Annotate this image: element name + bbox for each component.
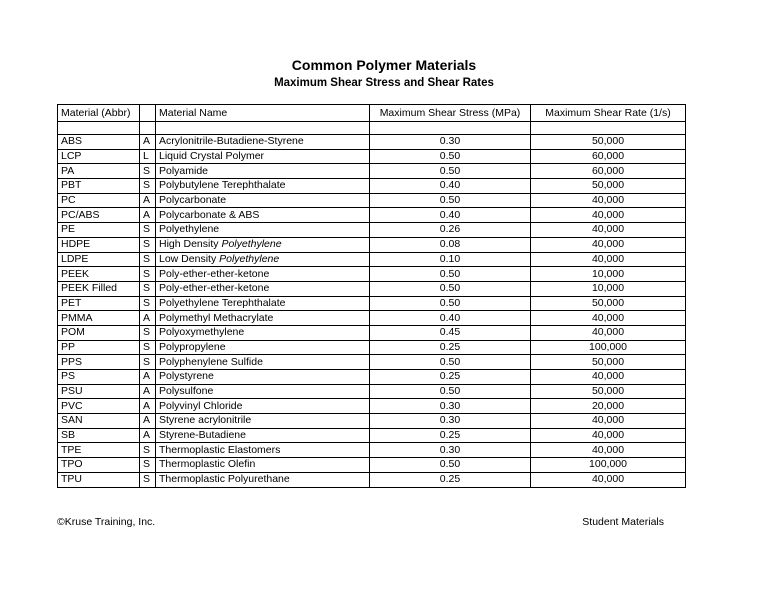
table-row (58, 135, 686, 150)
cell-code: S (140, 443, 156, 458)
cell-name-text: Styrene-Butadiene (159, 429, 246, 442)
cell-stress: 0.50 (370, 149, 531, 164)
cell-name (156, 267, 370, 282)
cell-code: A (140, 399, 156, 414)
cell-code: A (140, 135, 156, 150)
cell-name-text: Polycarbonate (159, 194, 227, 207)
cell-abbr: PMMA (58, 311, 140, 326)
cell-code: S (140, 472, 156, 487)
cell-code: S (140, 281, 156, 296)
cell-code: S (140, 252, 156, 267)
table-row (58, 340, 686, 355)
cell-rate: 50,000 (531, 296, 686, 311)
cell-abbr: SB (58, 428, 140, 443)
cell-stress: 0.30 (370, 135, 531, 150)
table-row (58, 428, 686, 443)
cell-abbr: PE (58, 223, 140, 238)
cell-code: A (140, 370, 156, 385)
cell-code: S (140, 237, 156, 252)
cell-code: S (140, 325, 156, 340)
table-row (58, 267, 686, 282)
cell-code: L (140, 149, 156, 164)
cell-name-text: Polyamide (159, 164, 209, 177)
cell-stress: 0.40 (370, 208, 531, 223)
cell-abbr: PPS (58, 355, 140, 370)
table-row (58, 208, 686, 223)
cell-rate: 50,000 (531, 355, 686, 370)
cell-name (156, 355, 370, 370)
cell-rate: 60,000 (531, 149, 686, 164)
cell-stress: 0.25 (370, 472, 531, 487)
cell-name-text: Polysulfone (159, 385, 214, 398)
table-row (58, 399, 686, 414)
cell-abbr: PC/ABS (58, 208, 140, 223)
cell-abbr: PEEK Filled (58, 281, 140, 296)
cell-abbr: HDPE (58, 237, 140, 252)
cell-name (156, 428, 370, 443)
cell-abbr: LCP (58, 149, 140, 164)
table-row (58, 281, 686, 296)
table-row (58, 355, 686, 370)
table-row (58, 458, 686, 473)
cell-stress: 0.30 (370, 399, 531, 414)
cell-name-text: Liquid Crystal Polymer (159, 150, 265, 163)
table-header-row (58, 105, 686, 122)
cell-abbr: ABS (58, 135, 140, 150)
cell-name-text: Polystyrene (159, 370, 214, 383)
header-max-shear-stress: Maximum Shear Stress (MPa) (370, 105, 531, 122)
cell-abbr: PS (58, 370, 140, 385)
header-max-shear-rate: Maximum Shear Rate (1/s) (531, 105, 686, 122)
cell-name-text: Styrene acrylonitrile (159, 414, 252, 427)
cell-stress: 0.30 (370, 414, 531, 429)
table-row (58, 252, 686, 267)
cell-rate: 40,000 (531, 370, 686, 385)
header-code (140, 105, 156, 122)
cell-abbr: TPO (58, 458, 140, 473)
cell-rate: 10,000 (531, 267, 686, 282)
cell-rate: 100,000 (531, 340, 686, 355)
cell-abbr: LDPE (58, 252, 140, 267)
footer-copyright: ©Kruse Training, Inc. (57, 516, 156, 528)
cell-stress: 0.50 (370, 193, 531, 208)
cell-code: A (140, 428, 156, 443)
cell-name-text: Polyethylene (159, 223, 220, 236)
cell-name (156, 237, 370, 252)
cell-name (156, 370, 370, 385)
cell-code: S (140, 340, 156, 355)
document-subtitle: Maximum Shear Stress and Shear Rates (274, 77, 494, 89)
cell-name (156, 208, 370, 223)
cell-abbr: PBT (58, 179, 140, 194)
table-row (58, 237, 686, 252)
cell-name-italic: Polyethylene (221, 238, 282, 251)
document-title: Common Polymer Materials (291, 57, 477, 73)
cell-name-text: Polymethyl Methacrylate (159, 311, 274, 324)
polymer-table (57, 104, 686, 488)
cell-abbr: PP (58, 340, 140, 355)
table-row (58, 296, 686, 311)
cell-name (156, 223, 370, 238)
cell-rate: 40,000 (531, 311, 686, 326)
cell-rate: 50,000 (531, 179, 686, 194)
cell-abbr: SAN (58, 414, 140, 429)
cell-stress: 0.50 (370, 164, 531, 179)
cell-name-text: Polyvinyl Chloride (159, 399, 243, 412)
cell-abbr: PVC (58, 399, 140, 414)
cell-abbr: TPU (58, 472, 140, 487)
cell-name (156, 252, 370, 267)
cell-stress: 0.50 (370, 296, 531, 311)
cell-name (156, 325, 370, 340)
cell-name-text: High Density (159, 238, 222, 251)
cell-code: S (140, 355, 156, 370)
cell-stress: 0.40 (370, 311, 531, 326)
table-row (58, 311, 686, 326)
table-row (58, 443, 686, 458)
cell-rate: 20,000 (531, 399, 686, 414)
cell-name-text: Acrylonitrile-Butadiene-Styrene (159, 135, 304, 148)
cell-name-text: Polyoxymethylene (159, 326, 245, 339)
cell-name-text: Poly-ether-ether-ketone (159, 282, 270, 295)
cell-stress: 0.50 (370, 355, 531, 370)
cell-name-text: Polybutylene Terephthalate (159, 179, 286, 192)
cell-name (156, 164, 370, 179)
cell-name-text: Low Density (159, 252, 220, 265)
header-material-name: Material Name (156, 105, 370, 122)
cell-stress: 0.30 (370, 443, 531, 458)
table-spacer-row (58, 122, 686, 135)
cell-rate: 40,000 (531, 252, 686, 267)
cell-name-text: Polypropylene (159, 340, 226, 353)
cell-abbr: PEEK (58, 267, 140, 282)
table-row (58, 370, 686, 385)
cell-name (156, 281, 370, 296)
table-row (58, 384, 686, 399)
cell-name-italic: Polyethylene (219, 252, 280, 265)
cell-name (156, 193, 370, 208)
cell-code: S (140, 296, 156, 311)
cell-name-text: Polycarbonate & ABS (159, 208, 260, 221)
cell-code: S (140, 164, 156, 179)
cell-rate: 40,000 (531, 443, 686, 458)
cell-abbr: TPE (58, 443, 140, 458)
cell-name (156, 472, 370, 487)
cell-code: A (140, 414, 156, 429)
cell-stress: 0.45 (370, 325, 531, 340)
cell-code: A (140, 208, 156, 223)
cell-name (156, 179, 370, 194)
cell-name-text: Thermoplastic Polyurethane (159, 473, 290, 486)
cell-stress: 0.50 (370, 281, 531, 296)
cell-code: S (140, 267, 156, 282)
cell-code: S (140, 458, 156, 473)
cell-name (156, 384, 370, 399)
table-row (58, 149, 686, 164)
cell-rate: 40,000 (531, 325, 686, 340)
table-row (58, 179, 686, 194)
cell-abbr: PA (58, 164, 140, 179)
cell-name (156, 149, 370, 164)
table-row (58, 223, 686, 238)
table-row (58, 325, 686, 340)
cell-stress: 0.10 (370, 252, 531, 267)
cell-stress: 0.25 (370, 428, 531, 443)
cell-rate: 40,000 (531, 193, 686, 208)
table-row (58, 164, 686, 179)
cell-rate: 40,000 (531, 223, 686, 238)
cell-name (156, 296, 370, 311)
cell-abbr: POM (58, 325, 140, 340)
cell-name (156, 399, 370, 414)
cell-rate: 40,000 (531, 208, 686, 223)
cell-stress: 0.40 (370, 179, 531, 194)
cell-name (156, 135, 370, 150)
cell-rate: 60,000 (531, 164, 686, 179)
table-body (58, 122, 686, 488)
cell-stress: 0.25 (370, 340, 531, 355)
cell-name-text: Thermoplastic Olefin (159, 458, 256, 471)
cell-stress: 0.50 (370, 267, 531, 282)
cell-stress: 0.50 (370, 458, 531, 473)
cell-stress: 0.26 (370, 223, 531, 238)
cell-rate: 40,000 (531, 428, 686, 443)
cell-code: S (140, 179, 156, 194)
cell-name (156, 340, 370, 355)
cell-name-text: Poly-ether-ether-ketone (159, 267, 270, 280)
cell-rate: 50,000 (531, 135, 686, 150)
cell-stress: 0.50 (370, 384, 531, 399)
cell-name (156, 458, 370, 473)
cell-stress: 0.25 (370, 370, 531, 385)
cell-name (156, 311, 370, 326)
table-row (58, 472, 686, 487)
cell-name-text: Thermoplastic Elastomers (159, 443, 281, 456)
table-row (58, 414, 686, 429)
cell-abbr: PC (58, 193, 140, 208)
cell-name (156, 443, 370, 458)
cell-rate: 40,000 (531, 414, 686, 429)
header-material-abbr: Material (Abbr) (58, 105, 140, 122)
table-row (58, 193, 686, 208)
cell-stress: 0.08 (370, 237, 531, 252)
cell-name-text: Polyethylene Terephthalate (159, 296, 286, 309)
cell-name (156, 414, 370, 429)
cell-code: A (140, 311, 156, 326)
footer-label: Student Materials (582, 516, 664, 528)
cell-abbr: PET (58, 296, 140, 311)
cell-rate: 50,000 (531, 384, 686, 399)
cell-code: A (140, 384, 156, 399)
cell-name-text: Polyphenylene Sulfide (159, 355, 263, 368)
cell-rate: 40,000 (531, 472, 686, 487)
cell-rate: 10,000 (531, 281, 686, 296)
cell-abbr: PSU (58, 384, 140, 399)
cell-code: S (140, 223, 156, 238)
cell-rate: 100,000 (531, 458, 686, 473)
cell-rate: 40,000 (531, 237, 686, 252)
cell-code: A (140, 193, 156, 208)
